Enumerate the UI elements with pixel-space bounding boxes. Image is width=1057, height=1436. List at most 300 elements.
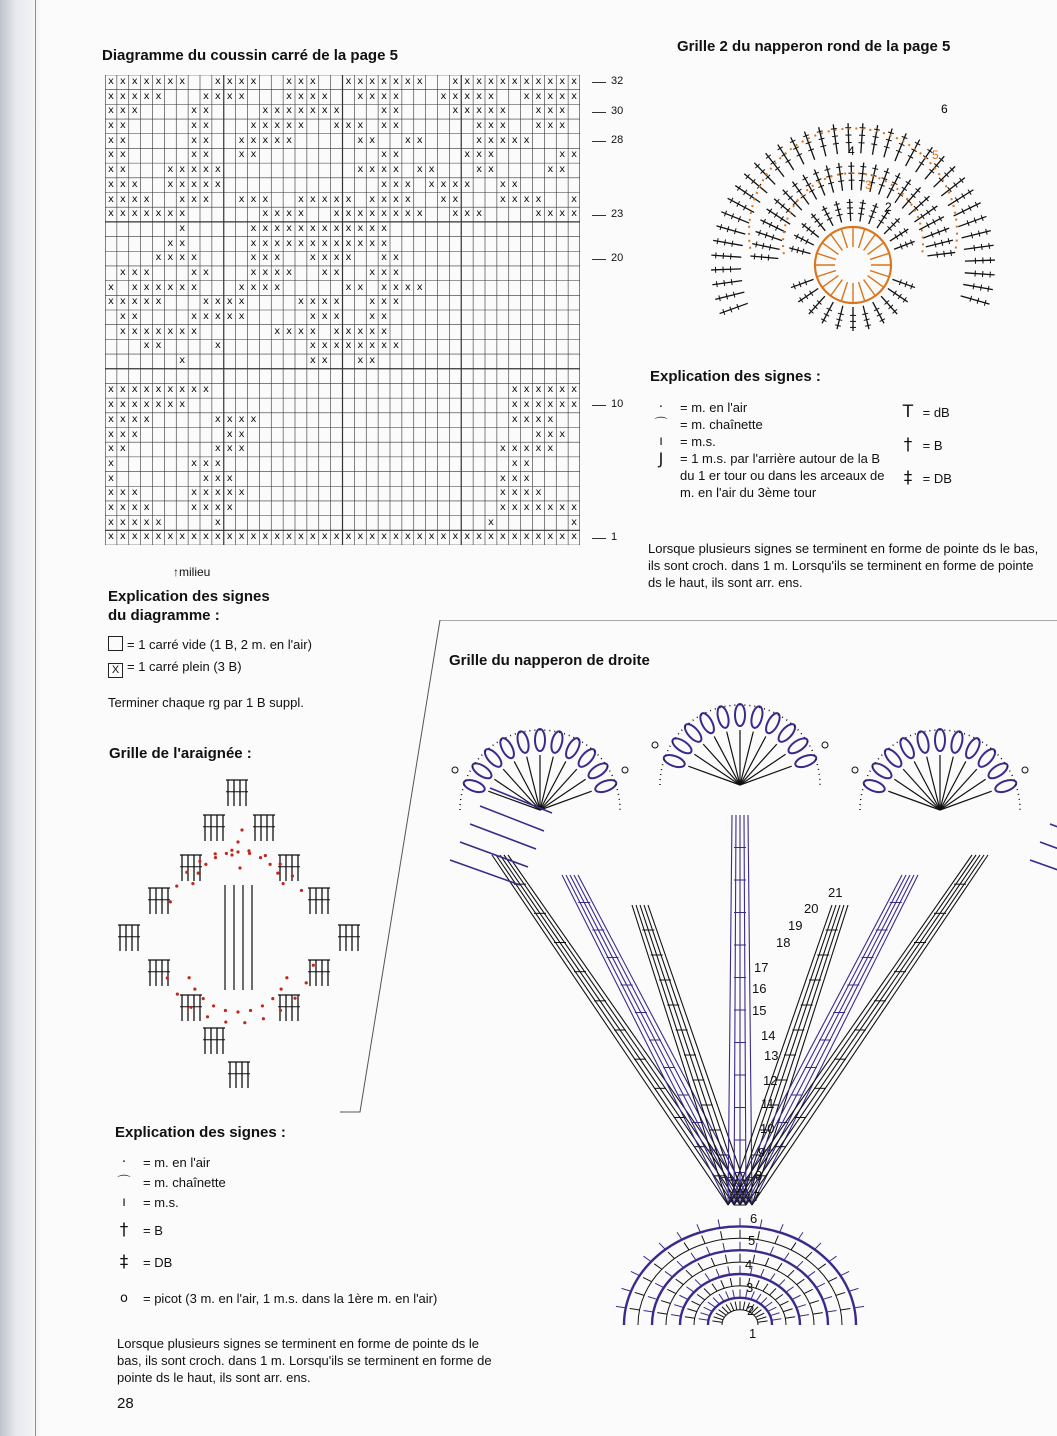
filled-square: x — [381, 266, 388, 278]
filled-square: x — [107, 428, 114, 440]
filled-square: x — [167, 399, 174, 411]
double-crochet-icon: † — [119, 1220, 129, 1240]
filled-square: x — [202, 149, 209, 161]
filled-square: x — [381, 325, 388, 337]
filled-square: x — [452, 105, 459, 117]
doily-stitch — [616, 1306, 626, 1307]
filled-square: x — [250, 149, 257, 161]
filled-square: x — [392, 164, 399, 176]
filled-square: x — [476, 105, 483, 117]
filled-square: x — [214, 164, 221, 176]
filled-square: x — [214, 516, 221, 528]
filled-square: x — [333, 105, 340, 117]
filled-square: x — [464, 105, 471, 117]
filled-square: x — [191, 487, 198, 499]
filled-square: x — [297, 76, 304, 87]
filled-square: x — [238, 193, 245, 205]
filled-square: x — [214, 457, 221, 469]
filled-square: x — [107, 501, 114, 513]
filled-square: x — [333, 531, 340, 543]
chain-dot — [247, 849, 250, 852]
doily-stitch — [810, 1301, 819, 1304]
doily-stitch — [784, 1253, 789, 1260]
filled-square: x — [381, 76, 388, 87]
doily-stitch — [758, 1231, 760, 1239]
doily-stitch — [712, 1321, 722, 1322]
filled-square: x — [107, 193, 114, 205]
filled-square: x — [226, 296, 233, 308]
doily-stitch — [753, 1255, 755, 1263]
stitch-cluster — [308, 888, 330, 914]
doily-stitch — [657, 1313, 667, 1314]
chain-dot — [188, 976, 191, 979]
filled-square: x — [392, 76, 399, 87]
filled-square: x — [119, 531, 126, 543]
filled-square: x — [107, 164, 114, 176]
filled-square: x — [262, 120, 269, 132]
row-tick — [592, 405, 606, 406]
chain-dot — [198, 860, 201, 863]
filled-square: x — [464, 90, 471, 102]
spider-legend-label: = m.s. — [143, 1195, 179, 1210]
filled-square: x — [274, 325, 281, 337]
filled-square: x — [202, 311, 209, 322]
filled-square: x — [297, 193, 304, 205]
filled-square: x — [238, 76, 245, 87]
filled-square: x — [547, 501, 554, 513]
doily-stitch — [785, 1317, 795, 1318]
filled-square: x — [357, 531, 364, 543]
filled-square: x — [191, 457, 198, 469]
filled-square: x — [131, 399, 138, 411]
filled-square: x — [167, 281, 174, 293]
doily-ray — [492, 855, 728, 1205]
filled-square: x — [131, 193, 138, 205]
doily-stitch — [770, 1289, 776, 1296]
filled-square: x — [143, 76, 150, 87]
filled-square: x — [297, 90, 304, 102]
filled-square: x — [202, 134, 209, 146]
doily-stitch — [631, 1271, 640, 1275]
filled-square: x — [535, 105, 542, 117]
filled-square: x — [381, 164, 388, 176]
filled-square: x — [381, 252, 388, 264]
doily-stitch — [716, 1269, 719, 1277]
filled-square: x — [179, 164, 186, 176]
filled-square: x — [179, 193, 186, 205]
filled-square: x — [107, 472, 114, 484]
spider-legend-label: = m. en l'air — [143, 1155, 211, 1170]
filled-square: x — [559, 105, 566, 117]
filled-square: x — [559, 399, 566, 411]
filled-square: x — [404, 208, 411, 220]
filled-square: x — [143, 516, 150, 528]
empty-square-icon — [108, 636, 123, 651]
row-label: 10 — [611, 398, 624, 411]
filled-square: x — [191, 134, 198, 146]
filled-square: x — [214, 443, 221, 455]
round-doily-title: Grille 2 du napperon rond de la page 5 — [677, 38, 951, 55]
filled-square: x — [191, 531, 198, 543]
doily-stitch — [685, 1317, 695, 1318]
doily-stitch — [635, 1292, 644, 1295]
filled-square: x — [179, 384, 186, 396]
filled-square: x — [107, 281, 114, 293]
filled-square: x — [416, 134, 423, 146]
filled-square: x — [464, 178, 471, 190]
filled-square: x — [345, 325, 352, 337]
filled-square: x — [535, 90, 542, 102]
filled-square: x — [571, 399, 578, 411]
filled-square: x — [357, 120, 364, 132]
filled-square: x — [119, 120, 126, 132]
doily-stitch — [702, 1236, 705, 1244]
filled-square: x — [202, 90, 209, 102]
row-tick — [592, 112, 606, 113]
filled-square: x — [511, 413, 518, 425]
chain-icon: · — [121, 1155, 127, 1170]
filled-square: x — [238, 281, 245, 293]
filled-square: x — [309, 325, 316, 337]
filled-square: x — [452, 208, 459, 220]
filled-square: x — [321, 311, 328, 322]
filled-square: x — [143, 413, 150, 425]
doily-round-number: 14 — [761, 1028, 776, 1043]
doily-round-number: 10 — [760, 1121, 775, 1136]
filled-square: x — [535, 443, 542, 455]
doily-stitch — [761, 1298, 767, 1305]
chain-dot — [175, 884, 178, 887]
filled-square: x — [511, 443, 518, 455]
filled-square: x — [321, 222, 328, 234]
filled-square: x — [535, 428, 542, 440]
filled-square: x — [345, 237, 352, 249]
filled-square: x — [547, 531, 554, 543]
filled-square: x — [369, 208, 376, 220]
filled-square: x — [143, 325, 150, 337]
row-label: 23 — [611, 207, 624, 220]
filled-square: x — [333, 266, 340, 278]
doily-stitch — [725, 1255, 727, 1263]
doily-stitch — [686, 1270, 692, 1277]
doily-stitch — [721, 1280, 724, 1288]
filled-square: x — [131, 105, 138, 117]
spider-legend-label: = m. chaînette — [143, 1175, 226, 1190]
filled-square: x — [345, 193, 352, 205]
filled-square: x — [309, 90, 316, 102]
spider-legend-title: Explication des signes : — [115, 1124, 286, 1141]
doily-stitch — [691, 1253, 696, 1260]
filled-square: x — [131, 178, 138, 190]
filled-square: x — [214, 296, 221, 308]
filled-square: x — [381, 311, 388, 322]
filled-square: x — [119, 516, 126, 528]
filled-square: x — [452, 90, 459, 102]
spider-legend-label: = DB — [143, 1255, 173, 1270]
filled-square: x — [191, 281, 198, 293]
doily-stitch — [755, 1243, 757, 1251]
doily-stitch — [756, 1294, 761, 1301]
filled-square: x — [416, 281, 423, 293]
filled-square: x — [452, 531, 459, 543]
filled-square: x — [226, 413, 233, 425]
doily-stitch — [806, 1252, 812, 1259]
filled-square: x — [131, 325, 138, 337]
filled-square: x — [119, 266, 126, 278]
chain-dot — [261, 1004, 264, 1007]
stitch-cluster — [118, 925, 140, 951]
filled-square: x — [179, 208, 186, 220]
full-square-label: = 1 carré plein (3 B) — [127, 659, 242, 674]
filled-square: x — [155, 90, 162, 102]
doily-stitch — [698, 1263, 703, 1270]
filled-square: x — [333, 252, 340, 264]
doily-stitch — [708, 1302, 716, 1307]
filled-square: x — [131, 501, 138, 513]
doily-stitch — [797, 1279, 805, 1284]
filled-square: x — [547, 76, 554, 87]
filled-square: x — [191, 384, 198, 396]
filled-square: x — [404, 76, 411, 87]
filled-square: x — [345, 222, 352, 234]
filled-square: x — [107, 134, 114, 146]
doily-stitch — [677, 1261, 683, 1268]
slip-stitch-icon: ⌒ — [654, 417, 668, 432]
row-tick — [592, 538, 606, 539]
doily-stitch — [730, 1303, 733, 1311]
filled-square: x — [191, 501, 198, 513]
doily-stitch — [761, 1269, 764, 1277]
filled-square: x — [404, 178, 411, 190]
doily-stitch — [743, 1302, 745, 1310]
spider-chart — [110, 770, 390, 1100]
round-legend-item — [897, 396, 952, 429]
filled-square: x — [286, 237, 293, 249]
filled-square: x — [333, 237, 340, 249]
chain-dot — [259, 856, 262, 859]
doily-stitch — [643, 1256, 651, 1261]
filled-square: x — [499, 472, 506, 484]
doily-stitch — [718, 1220, 720, 1228]
filled-square: x — [487, 531, 494, 543]
doily-stitch — [697, 1294, 705, 1299]
filled-square: x — [107, 76, 114, 87]
filled-square: x — [487, 120, 494, 132]
filled-square: x — [381, 222, 388, 234]
filled-square: x — [499, 178, 506, 190]
doily-round-number: 17 — [754, 960, 769, 975]
filled-square: x — [309, 296, 316, 308]
filled-square: x — [511, 531, 518, 543]
filled-square: x — [499, 76, 506, 87]
doily-round-number: 20 — [804, 901, 819, 916]
filled-square: x — [345, 76, 352, 87]
filled-square: x — [333, 296, 340, 308]
filled-square: x — [345, 208, 352, 220]
round-doily-legend-list — [650, 399, 890, 501]
filled-square: x — [345, 340, 352, 352]
filled-square: x — [250, 222, 257, 234]
filled-square: x — [333, 325, 340, 337]
doily-stitch — [799, 1315, 809, 1316]
filled-square: x — [523, 90, 530, 102]
filled-square: x — [487, 76, 494, 87]
filled-square: x — [309, 340, 316, 352]
chain-dot — [224, 1009, 227, 1012]
filled-square: x — [297, 237, 304, 249]
filled-square: x — [535, 384, 542, 396]
middle-marker: ↑milieu — [173, 565, 211, 579]
stitch-cluster — [278, 995, 300, 1021]
doily-stitch — [765, 1302, 773, 1307]
filled-square: x — [274, 134, 281, 146]
round-legend-item — [650, 399, 890, 416]
spider-note: Lorsque plusieurs signes se terminent en forme de pointe ds le bas, ils sont croch. dans 1 m. Lorsqu'ils se terminent en forme de pointe ds le haut, ils sont arr. ens. — [117, 1336, 492, 1385]
doily-ray — [728, 875, 902, 1205]
filled-square: x — [321, 355, 328, 367]
filled-square: x — [202, 164, 209, 176]
doily-stitch — [677, 1232, 682, 1239]
stitch-cluster — [278, 855, 300, 881]
filled-square: x — [262, 281, 269, 293]
filled-square: x — [357, 237, 364, 249]
chain-dot — [279, 862, 282, 865]
filled-square: x — [297, 531, 304, 543]
filled-square: x — [381, 208, 388, 220]
filled-square: x — [286, 134, 293, 146]
doily-round-number: 18 — [776, 935, 791, 950]
cushion-diagram-title: Diagramme du coussin carré de la page 5 — [102, 47, 398, 64]
filled-square: x — [369, 134, 376, 146]
filled-square: x — [559, 76, 566, 87]
filled-square: x — [286, 208, 293, 220]
filled-square: x — [143, 296, 150, 308]
filled-square: x — [464, 208, 471, 220]
filled-square: x — [511, 399, 518, 411]
filled-square: x — [392, 266, 399, 278]
filled-square: x — [333, 311, 340, 322]
filled-square: x — [119, 76, 126, 87]
filled-square: x — [476, 76, 483, 87]
filled-square: x — [559, 501, 566, 513]
filled-square: x — [107, 90, 114, 102]
doily-stitch — [828, 1277, 837, 1281]
filled-square: x — [321, 90, 328, 102]
filled-square: x — [333, 120, 340, 132]
round-doily-round-4: 4 — [848, 144, 855, 158]
cushion-legend-note: Terminer chaque rg par 1 B suppl. — [108, 695, 304, 710]
spider-title: Grille de l'araignée : — [109, 745, 252, 762]
filled-square: x — [476, 120, 483, 132]
filled-square: x — [191, 105, 198, 117]
doily-stitch — [757, 1317, 766, 1320]
doily-stitch — [701, 1313, 710, 1316]
spider-legend-label: = B — [143, 1223, 163, 1238]
filled-square: x — [179, 222, 186, 234]
filled-square: x — [155, 531, 162, 543]
filled-square: x — [107, 531, 114, 543]
doily-round-arc — [624, 1226, 856, 1325]
filled-square: x — [392, 105, 399, 117]
filled-square: x — [297, 296, 304, 308]
filled-square: x — [274, 266, 281, 278]
doily-stitch — [730, 1278, 732, 1286]
slip-stitch-icon: ⌒ — [117, 1175, 131, 1190]
filled-square: x — [321, 193, 328, 205]
filled-square: x — [274, 281, 281, 293]
filled-square: x — [155, 384, 162, 396]
filled-square: x — [274, 252, 281, 264]
filled-square: x — [297, 105, 304, 117]
filled-square: x — [238, 487, 245, 499]
filled-square: x — [511, 457, 518, 469]
filled-square: x — [452, 76, 459, 87]
filled-square: x — [404, 531, 411, 543]
filled-square: x — [535, 208, 542, 220]
filled-square: x — [167, 208, 174, 220]
round-legend-item — [897, 462, 952, 495]
filled-square: x — [191, 149, 198, 161]
filled-square: x — [404, 281, 411, 293]
filled-square: x — [274, 237, 281, 249]
filled-square: x — [107, 384, 114, 396]
filled-square: x — [523, 487, 530, 499]
filled-square: x — [202, 178, 209, 190]
filled-square: x — [143, 281, 150, 293]
doily-stitch — [763, 1284, 768, 1291]
filled-square: x — [476, 531, 483, 543]
doily-round-number: 1 — [749, 1326, 757, 1341]
filled-square: x — [226, 428, 233, 440]
filled-square: x — [191, 120, 198, 132]
filled-square: x — [131, 516, 138, 528]
doily-stitch — [775, 1294, 783, 1299]
row-tick — [592, 141, 606, 142]
filled-square: x — [202, 472, 209, 484]
chain-dot — [300, 889, 303, 892]
filled-square: x — [119, 193, 126, 205]
chain-dot — [293, 997, 296, 1000]
filled-square: x — [523, 472, 530, 484]
filled-square: x — [571, 531, 578, 543]
doily-stitch — [772, 1319, 782, 1320]
filled-square: x — [214, 501, 221, 513]
chain-dot — [197, 872, 200, 875]
round-doily-round-2: 2 — [885, 200, 892, 214]
doily-stitch — [676, 1279, 684, 1284]
spider-legend-label: = picot (3 m. en l'air, 1 m.s. dans la 1ère m. en l'air) — [143, 1291, 438, 1306]
doily-ray — [460, 842, 528, 867]
filled-square: x — [559, 208, 566, 220]
filled-square: x — [452, 178, 459, 190]
doily-stitch — [840, 1271, 849, 1275]
filled-square: x — [250, 281, 257, 293]
doily-stitch — [733, 1290, 735, 1298]
doily-stitch — [813, 1313, 823, 1314]
chain-dot — [185, 871, 188, 874]
doily-stitch — [816, 1283, 825, 1287]
chain-dot — [262, 1017, 265, 1020]
round-legend-label: = 1 m.s. par l'arrière autour de la B du 1 er tour ou dans les arceaux de m. en l'air du 3ème tour — [680, 451, 885, 500]
filled-square: x — [404, 193, 411, 205]
doily-ray — [648, 905, 752, 1205]
doily-ray — [562, 875, 728, 1205]
doily-stitch — [807, 1271, 815, 1276]
doily-stitch — [765, 1258, 768, 1266]
right-doily-chart — [420, 675, 1057, 1390]
doily-stitch — [716, 1313, 725, 1317]
doily-stitch — [728, 1266, 730, 1274]
